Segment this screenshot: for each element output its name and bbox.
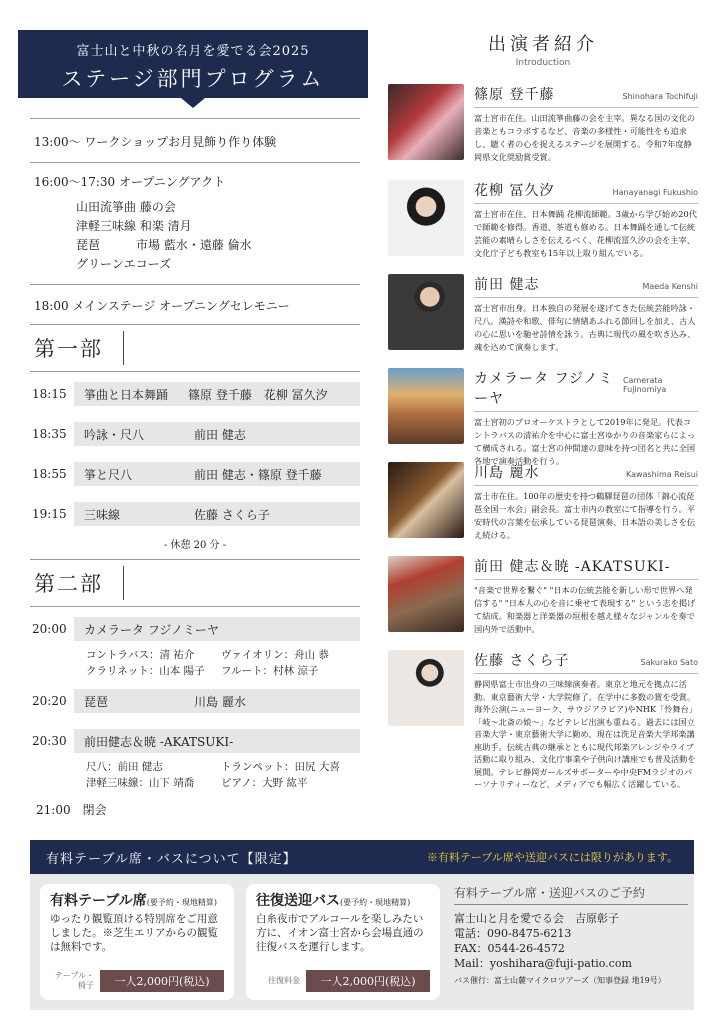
schedule-column [30, 118, 360, 818]
member: トランペット：田尻 大喜 [221, 761, 340, 773]
performer-photo [388, 368, 464, 444]
bus-operator: バス催行：富士山麓マイクロツアーズ（知事登録 地19号） [454, 976, 666, 985]
program-genre: カメラータ フジノミーヤ [84, 622, 219, 637]
contact-mail[interactable]: Mail：yoshihara@fuji-patio.com [454, 957, 632, 970]
event-subtitle: 富士山と中秋の名月を愛でる会2025 [76, 44, 310, 59]
performer-name: 佐藤 さくら子 [474, 653, 570, 669]
reservation-panel [30, 840, 694, 1010]
performers-subtitle: Introduction [515, 58, 571, 68]
opening-member: 津軽三味線 和楽 清月 [76, 219, 192, 233]
program-time: 18:35 [32, 427, 67, 441]
performer-name: 花柳 冨久汐 [474, 183, 555, 199]
program-performer: 前田 健志・篠原 登千藤 [194, 467, 322, 482]
program-time: 20:20 [32, 694, 67, 708]
performer-photo [388, 84, 464, 160]
table-seat-desc: ゆったり観覧頂ける特別席をご用意しました。※芝生エリアからの観覧は無料です。 [50, 913, 218, 953]
program-genre: 三味線 [84, 507, 121, 522]
performers-title: 出演者紹介 [488, 34, 598, 55]
table-seat-card [40, 884, 234, 1000]
performer-desc: 富士宮市在住、日本舞踊 花柳流師範。3歳から学び始め20代で師範を修得。香道、茶道も修める。日本舞踊を通して伝統芸能の素晴らしさを伝えるべく、花柳流冨久汐の会を主宰、文化庁子ども教室も15年以上取り組んでいる。 [474, 209, 697, 258]
contact-tel[interactable]: 電話：090-8475-6213 [454, 927, 572, 940]
program-time: 20:30 [32, 734, 67, 748]
bus-desc: 白糸夜市でアルコールを楽しみたい方に、イオン富士宮から会場直通の往復バスを運行します。 [256, 913, 424, 953]
program-genre: 吟詠・尺八 [84, 427, 145, 442]
program-row [30, 382, 360, 406]
performer-photo [388, 462, 464, 538]
performer-desc: 富士宮市出身。日本独自の発展を遂げてきた伝統芸能吟詠・尺八。漢詩や和歌、俳句に情緒あふれる節回しを加え、古人の心に思いを馳せ詩情を詠う。古典に現代の風を吹き込み、魂を込めて演奏します。 [474, 303, 696, 352]
divider [123, 331, 124, 365]
divider [123, 566, 124, 600]
program-performer: 篠原 登千藤 花柳 冨久汐 [188, 387, 328, 402]
member: クラリネット：山本 陽子 [86, 665, 205, 677]
program-row [30, 502, 360, 526]
performer-name: 川島 麗水 [474, 465, 540, 481]
bus-price-label: 往復料金 [268, 976, 300, 985]
member: 尺八：前田 健志 [86, 761, 163, 773]
performer-name-en: Kawashima Reisui [626, 470, 698, 479]
program-banner [18, 30, 368, 98]
performer-photo [388, 556, 464, 632]
bus-title: 往復送迎バス [256, 893, 340, 909]
program-row [30, 689, 360, 713]
performer-column [388, 30, 698, 789]
performer-name-en: Camerata Fujinomiya [622, 376, 667, 394]
performer-name-en: Shinohara Tochifuji [622, 92, 698, 101]
program-performer: 川島 麗水 [194, 694, 246, 709]
akatsuki-members [30, 759, 360, 791]
program-row [30, 617, 360, 641]
performer-photo [388, 274, 464, 350]
member: コントラバス：清 祐介 [86, 649, 195, 661]
part2-title: 第二部 [34, 572, 103, 596]
program-time: 19:15 [32, 507, 67, 521]
performer-desc: 富士市在住。100年の歴史を持つ鶴驛琵琶の団体「錦心流琵琶全国一水会」副会長。富士市内の教室にて指導を行う。平安時代の言葉を伝承している琵琶演奏、日本語の美しさを伝え続ける。 [474, 491, 696, 540]
performer-name: 前田 健志 [474, 277, 540, 293]
opening-member: 山田流箏曲 藤の会 [76, 200, 176, 214]
program-genre: 琵琶 [84, 694, 109, 709]
performer-desc: 富士宮初のプロオーケストラとして2019年に発足。代表コントラバスの清祐介を中心に富士宮ゆかりの音楽家らによって構成される。富士宮の仲間達の意味を持つ団名と共に全国各地で演奏活動を行う。 [474, 417, 696, 466]
opening-member: グリーンエコーズ [76, 257, 172, 271]
page-title: ステージ部門プログラム [61, 67, 325, 91]
program-time: 20:00 [32, 622, 67, 636]
member: フルート：村林 涼子 [221, 665, 319, 677]
performer-name-en: Maeda Kenshi [642, 282, 698, 291]
performer-desc: "音楽で世界を繋ぐ" "日本の伝統芸能を新しい形で世界へ発信する" "日本人の心を音に乗せて表現する" という志を掲げて結成。和楽器と洋楽器の垣根を越え様々なジャンルを奏で国内外で活動中。 [474, 585, 696, 634]
part2-heading [30, 560, 360, 606]
program-performer: 前田 健志 [194, 427, 246, 442]
performer-name: 篠原 登千藤 [474, 87, 555, 103]
table-price-label: テーブル・椅子 [54, 971, 94, 990]
limit-notice: ※有料テーブル席や送迎バスには限りがあります。 [426, 851, 678, 864]
part1-heading [30, 325, 360, 371]
table-seat-title: 有料テーブル席 [50, 893, 147, 909]
opening-members [30, 198, 360, 284]
camerata-members [30, 647, 360, 679]
member: ヴァイオリン：舟山 恭 [221, 649, 329, 661]
bus-note: (要予約・現地精算) [340, 898, 411, 907]
program-genre: 箏と尺八 [84, 467, 133, 482]
program-performer: 佐藤 さくら子 [194, 507, 270, 522]
program-time: 18:55 [32, 467, 67, 481]
program-row [30, 729, 360, 753]
intermission-note: - 休憩 20 分 - [163, 540, 227, 551]
performer-photo [388, 180, 464, 256]
reservation-heading: 有料テーブル席・バスについて【限定】 [46, 851, 297, 867]
program-row [30, 422, 360, 446]
member: 津軽三味線：山下 靖喬 [86, 777, 195, 789]
shuttle-bus-card [246, 884, 440, 1000]
program-time: 18:15 [32, 387, 67, 401]
bus-price: 一人2,000円(税込) [306, 970, 430, 992]
performer-name: カメラータ フジノミーヤ [474, 371, 614, 407]
program-genre: 箏曲と日本舞踊 [84, 387, 169, 402]
part1-title: 第一部 [34, 337, 103, 361]
performer-desc: 富士宮市在住。山田流箏曲藤の会を主宰。異なる国の文化の音楽ともコラボするなど、音楽の多様性・可能性をも追求し、聴く者の心を捉えるステージを展開する。令和7年度静岡県文化奨励賞受賞。 [474, 113, 696, 162]
performer-desc: 静岡県富士市出身の三味線演奏者。東京と地元を拠点に活動。東京藝術大学・大学院修了。在学中に多数の賞を受賞。海外公演(ニューヨーク、サウジアラビア)やNHK「怜舞台」「岐〜北斎の娘〜」などテレビ出演も重ねる。過去には国立音楽大学・東京藝術大学に勤め、現在は洗足音楽大学邦楽講座助手。伝統古典の継承とともに現代邦楽アレンジやライブ活動に取り組み、文化庁事業や子供向け講座でも普及活動を展開。テレビ静岡ガールズサポーターや中央FMラジオのパーソナリティーなど、メディアでも幅広く活躍している。 [474, 679, 697, 789]
program-row [30, 462, 360, 486]
closing-item: 21:00 閉会 [36, 803, 107, 817]
performer-photo [388, 650, 464, 726]
performer-name-en: Hanayanagi Fukushio [612, 188, 698, 197]
opening-act: 16:00〜17:30 オープニングアクト [34, 175, 226, 189]
table-price: 一人2,000円(税込) [100, 970, 224, 992]
ceremony-item: 18:00 メインステージ オープニングセレモニー [34, 299, 290, 313]
contact-heading: 有料テーブル席・送迎バスのご予約 [454, 884, 688, 905]
contact-fax: FAX：0544-26-4572 [454, 942, 565, 955]
table-seat-note: (要予約・現地精算) [146, 898, 217, 907]
reservation-header [30, 840, 694, 874]
contact-org: 富士山と月を愛でる会 吉原彰子 [454, 912, 619, 925]
member: ピアノ：大野 紘平 [221, 777, 308, 789]
opening-member: 琵琶 市場 藍水・遠藤 倫水 [76, 238, 252, 252]
performer-name: 前田 健志＆暁 -AKATSUKI- [474, 559, 671, 575]
workshop-item: 13:00〜 ワークショップお月見飾り作り体験 [34, 135, 277, 149]
contact-block [454, 884, 688, 988]
program-genre: 前田健志＆暁 -AKATSUKI- [84, 734, 234, 749]
performer-name-en: Sakurako Sato [640, 658, 698, 667]
